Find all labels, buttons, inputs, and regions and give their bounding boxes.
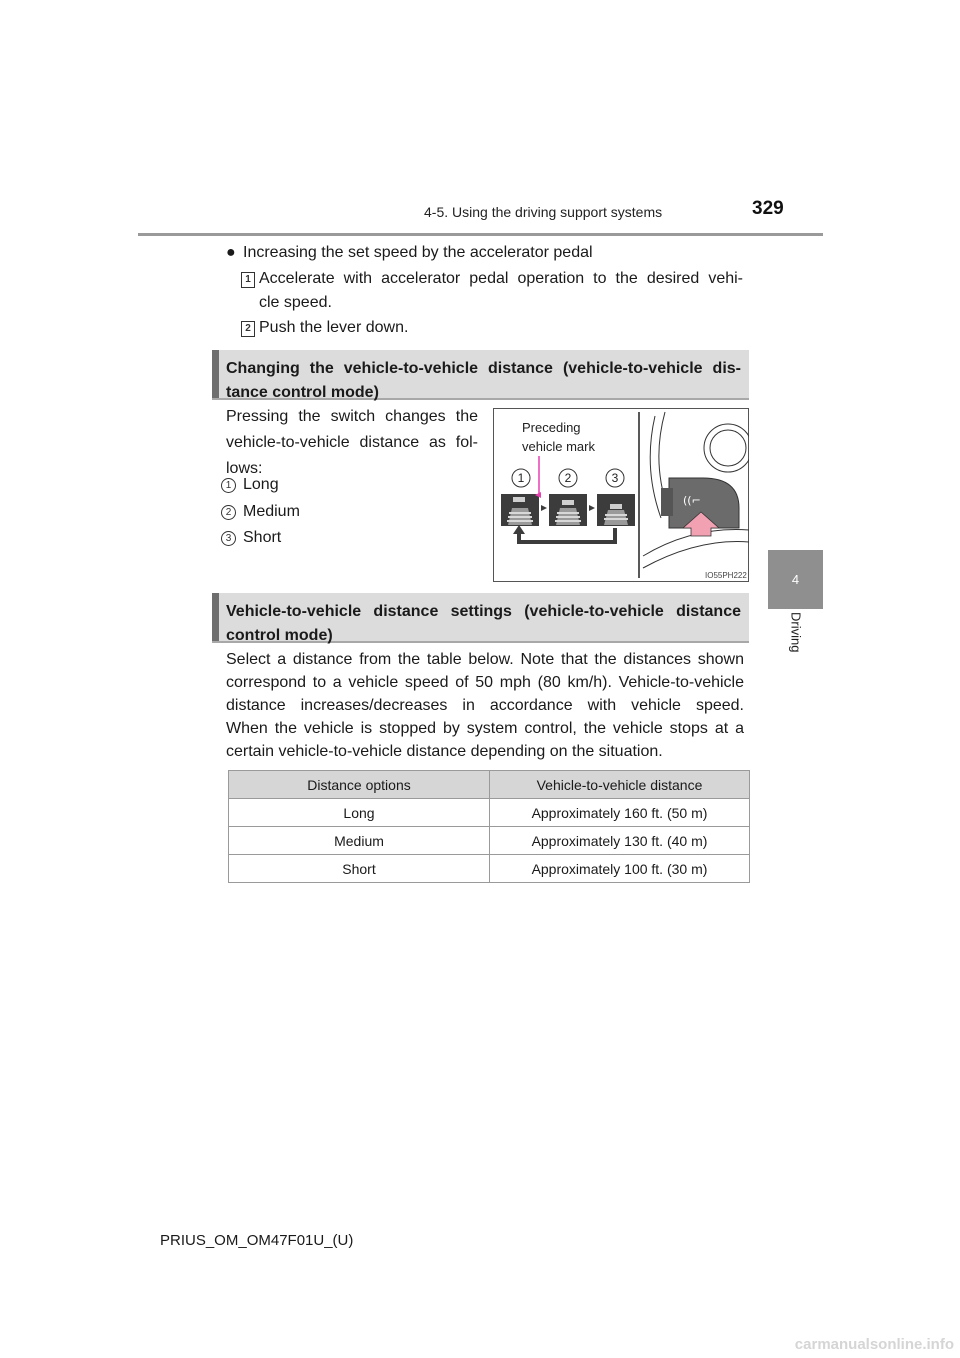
table-cell: Medium (229, 827, 490, 855)
section-heading-distance-mode (212, 350, 749, 400)
page-number: 329 (752, 198, 784, 219)
lever-base (661, 488, 673, 516)
chapter-tab-label (770, 612, 822, 655)
mark-number: 1 (517, 471, 525, 485)
section-heading-text (226, 600, 741, 648)
body-line: certain vehicle-to-vehicle distance depending on the situation. (226, 743, 663, 760)
option-medium-label: Medium (243, 503, 300, 520)
body-line: Select a distance from the table below. Note that the distances shown (226, 651, 744, 668)
body-line: lows: (226, 460, 263, 477)
footer-manual-code: PRIUS_OM_OM47F01U_(U) (160, 1232, 354, 1249)
step-1-line1: Accelerate with accelerator pedal operation to the desired vehi- (259, 270, 743, 287)
distance-settings-body (226, 648, 744, 763)
section-heading-bar (212, 593, 219, 641)
illustration-code: IO55PH222 (705, 571, 747, 580)
callout-text-line2: vehicle mark (522, 439, 595, 454)
distance-display-long (501, 494, 539, 526)
body-line: vehicle-to-vehicle distance as fol- (226, 434, 478, 451)
body-line: correspond to a vehicle speed of 50 mph (80 km/h). Vehicle-to-vehicle (226, 674, 744, 691)
step-1-line2: cle speed. (259, 294, 332, 311)
body-line: distance increases/decreases in accordance with vehicle speed. (226, 697, 744, 714)
table-header-cell: Vehicle-to-vehicle distance (490, 771, 750, 799)
watermark-text: carmanualsonline.info (794, 1336, 954, 1353)
distance-switch-icon: ((⌐ (683, 494, 701, 507)
section-heading-line2: control mode) (226, 627, 333, 644)
distance-mode-body (226, 404, 478, 482)
distance-table (228, 770, 750, 883)
header-section-title: 4-5. Using the driving support systems (424, 204, 663, 220)
option-number-circle: 2 (221, 505, 236, 520)
distance-switch-illustration (493, 408, 749, 582)
option-long-label: Long (243, 476, 279, 493)
accel-heading: Increasing the set speed by the accelerator pedal (243, 244, 593, 261)
table-cell: Approximately 130 ft. (40 m) (490, 827, 750, 855)
table-cell: Long (229, 799, 490, 827)
mark-number: 3 (611, 471, 619, 485)
section-heading-bar (212, 350, 219, 398)
table-cell: Approximately 160 ft. (50 m) (490, 799, 750, 827)
section-heading-line2: tance control mode) (226, 384, 379, 401)
step-2-text: Push the lever down. (259, 319, 409, 336)
body-line: Pressing the switch changes the (226, 408, 478, 425)
section-heading-text (226, 357, 741, 405)
table-cell: Approximately 100 ft. (30 m) (490, 855, 750, 883)
option-number-circle: 1 (221, 478, 236, 493)
section-heading-line1: Changing the vehicle-to-vehicle distance (vehicle-to-vehicle dis- (226, 360, 741, 377)
section-heading-line1: Vehicle-to-vehicle distance settings (vehicle-to-vehicle distance (226, 603, 741, 620)
table-row (229, 799, 750, 827)
section-heading-distance-settings (212, 593, 749, 643)
distance-display-short (597, 494, 635, 526)
step-number-box: 2 (241, 321, 255, 337)
step-number-box: 1 (241, 272, 255, 288)
option-short-label: Short (243, 529, 282, 546)
header-rule (138, 233, 823, 236)
option-number-circle: 3 (221, 531, 236, 546)
table-header-row (229, 771, 750, 799)
mark-number: 2 (564, 471, 572, 485)
table-row (229, 827, 750, 855)
body-line: When the vehicle is stopped by system control, the vehicle stops at a (226, 720, 744, 737)
chapter-tab-label-text: Driving (788, 612, 804, 653)
distance-display-medium (549, 494, 587, 526)
bullet-icon: ● (226, 244, 236, 261)
callout-text-line1: Preceding (522, 420, 581, 435)
table-header-cell: Distance options (229, 771, 490, 799)
chapter-tab-number: 4 (791, 572, 800, 587)
table-cell: Short (229, 855, 490, 883)
table-row (229, 855, 750, 883)
